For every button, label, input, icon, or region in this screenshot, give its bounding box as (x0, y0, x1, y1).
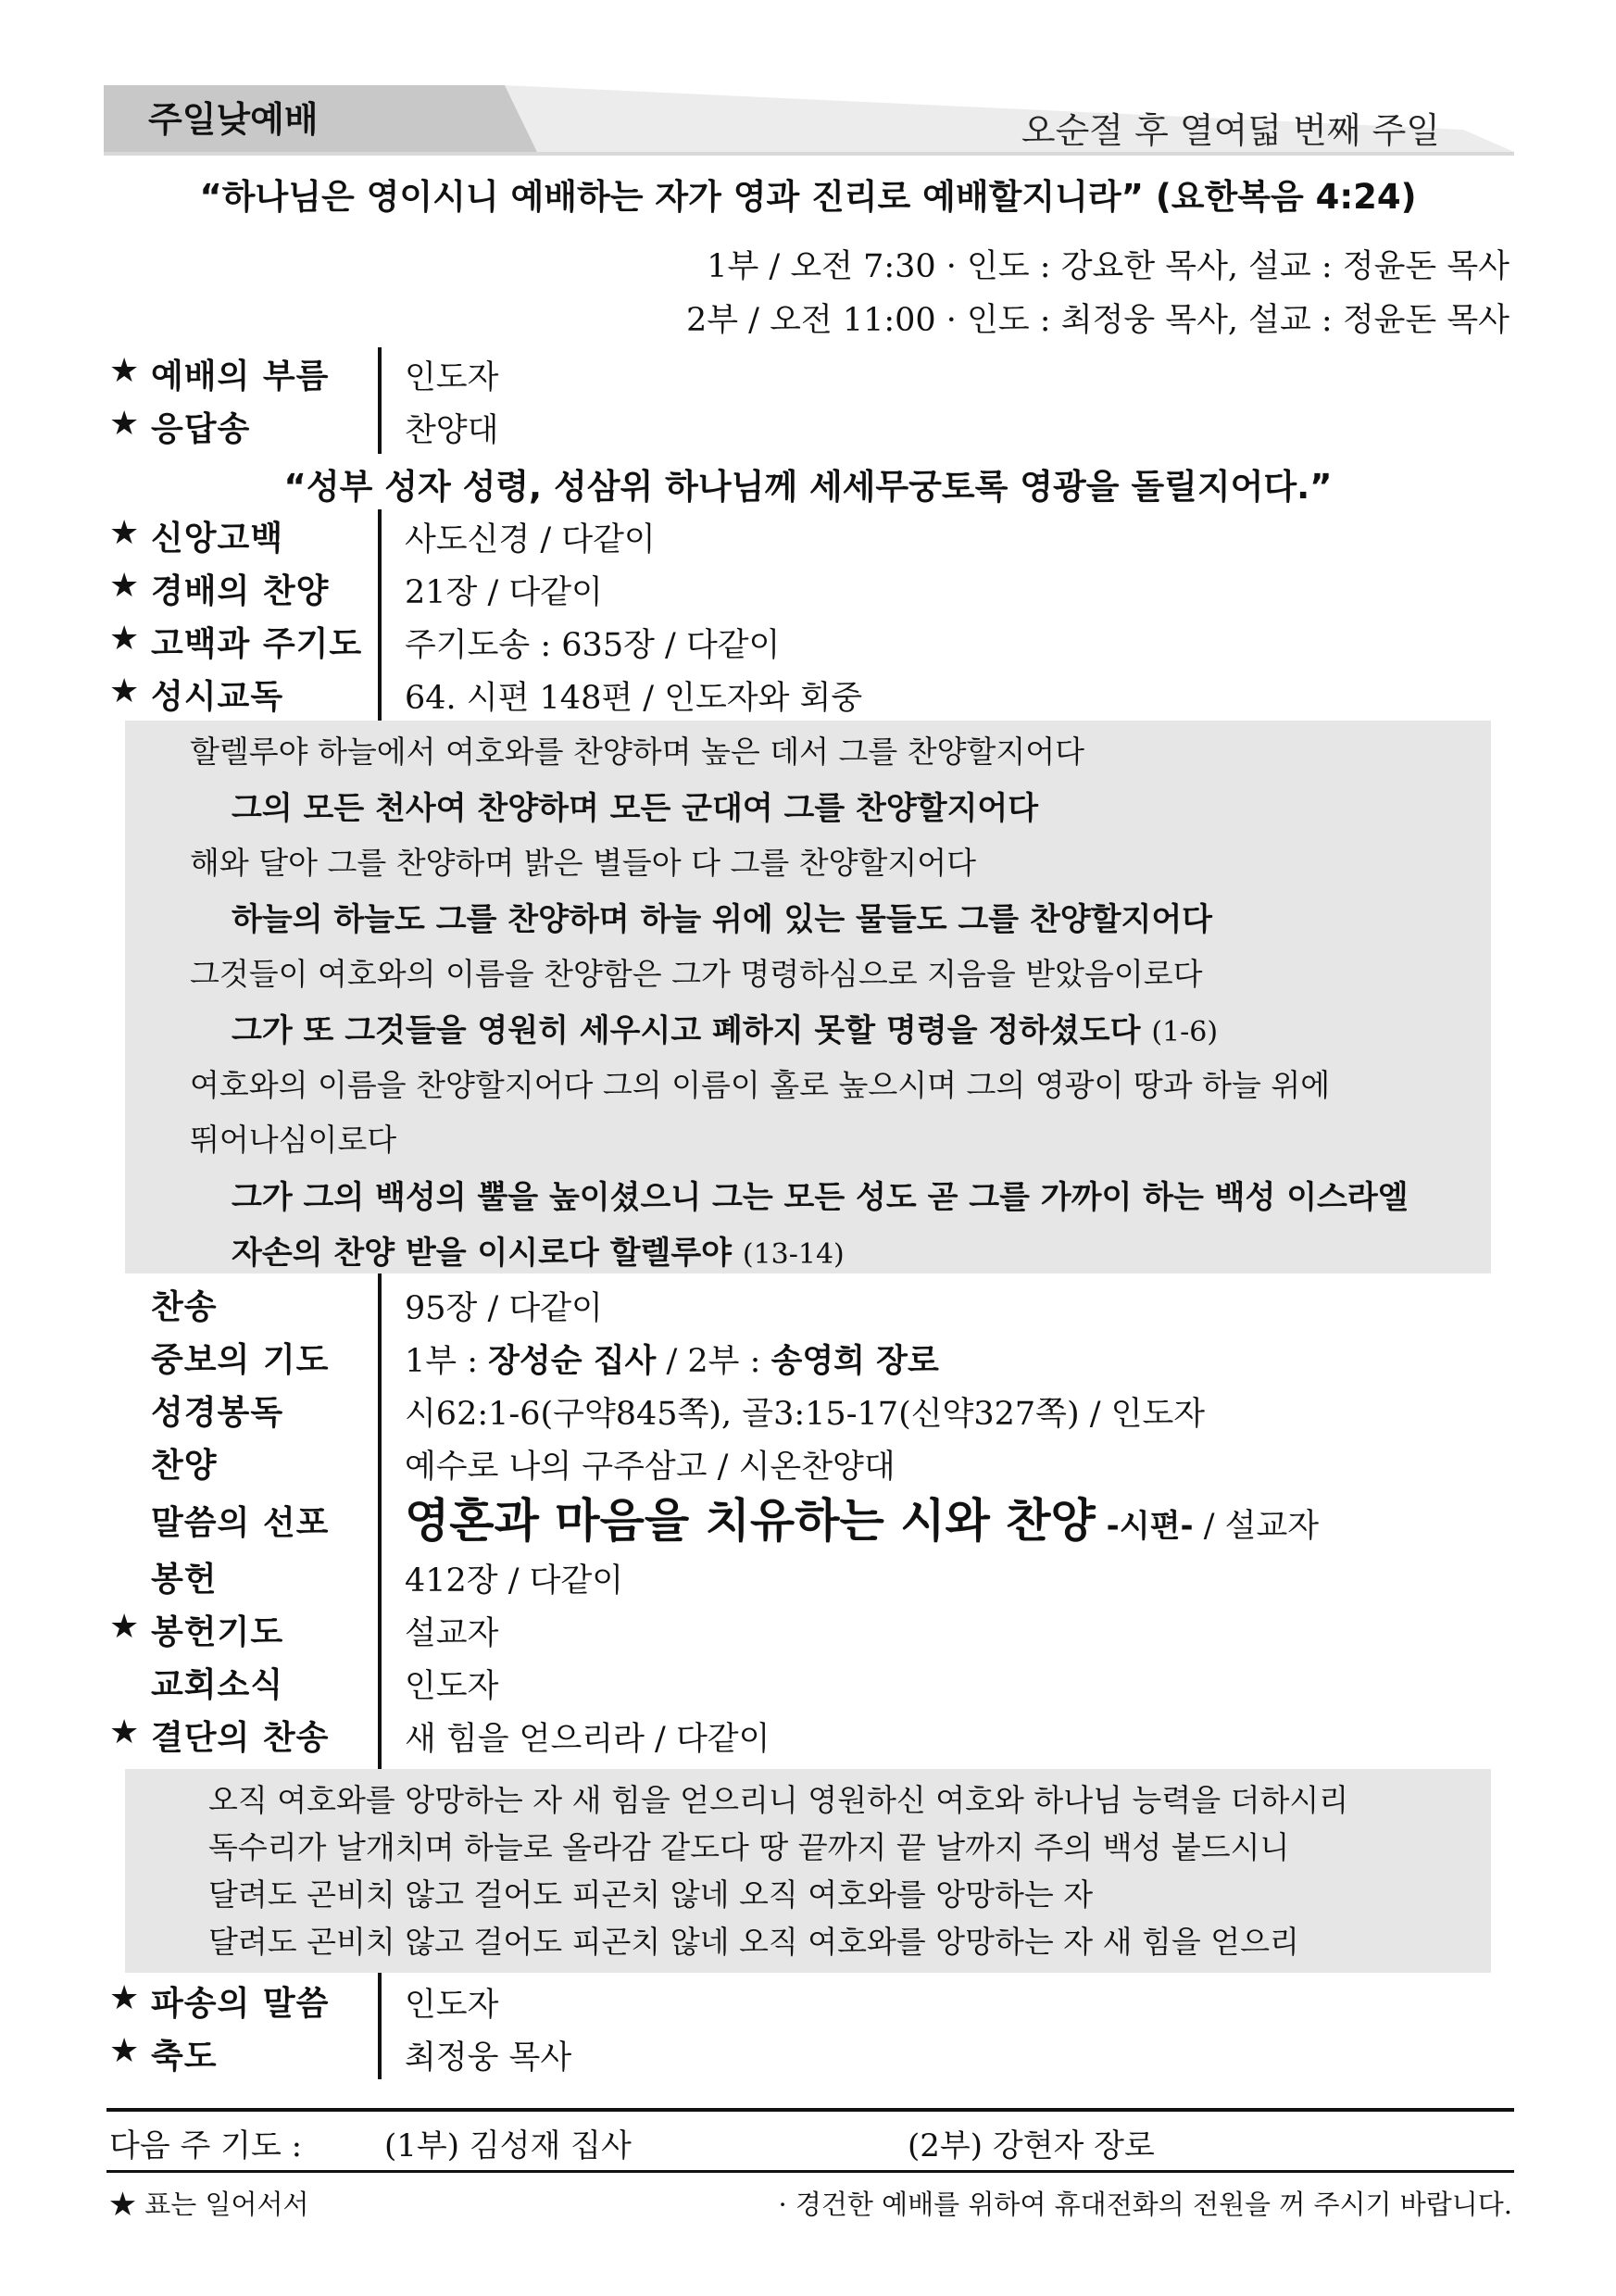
order-value: 설교자 (405, 1615, 499, 1652)
star-icon: ★ (109, 2032, 140, 2070)
order-value: 시62:1-6(구약845쪽), 골3:15-17(신약327쪽) / 인도자 (405, 1396, 1206, 1433)
star-icon: ★ (109, 1713, 140, 1751)
order-value: 64. 시편 148편 / 인도자와 회중 (405, 680, 863, 717)
order-value: 인도자 (405, 1668, 499, 1705)
star-icon: ★ (109, 620, 140, 658)
divider-bar (378, 509, 382, 721)
order-value: 예수로 나의 구주삼고 / 시온찬양대 (405, 1449, 896, 1486)
reading-people-line: 하늘의 하늘도 그를 찬양하며 하늘 위에 있는 물들도 그를 찬양할지어다 (232, 901, 1213, 938)
order-value: 찬양대 (405, 412, 499, 449)
star-icon: ★ (109, 1608, 140, 1646)
reading-people-line: 그가 그의 백성의 뿔을 높이셨으니 그는 모든 성도 곧 그를 가까이 하는 백성 이스라엘 (232, 1179, 1409, 1216)
order-label: 파송의 말씀 (151, 1985, 330, 2023)
order-value: 412장 / 다같이 (405, 1562, 624, 1600)
star-icon: ★ (109, 672, 140, 710)
prayer-name-2: 송영희 장로 (770, 1343, 939, 1380)
lyric-line: 달려도 곤비치 않고 걸어도 피곤치 않네 오직 여호와를 앙망하는 자 새 힘을 얻으리 (208, 1924, 1299, 1960)
prayer-part-2: / 2부 : (656, 1343, 771, 1380)
prayer-name-1: 장성순 집사 (488, 1343, 657, 1380)
reading-leader-line: 뛰어나심이로다 (190, 1122, 397, 1158)
order-label: 봉헌 (151, 1561, 218, 1599)
sermon-book: -시편- (1095, 1508, 1194, 1545)
next-week-prayer-2: (2부) 강현자 장로 (908, 2127, 1155, 2164)
order-label: 찬송 (151, 1288, 218, 1326)
order-value: 주기도송 : 635장 / 다같이 (405, 627, 781, 664)
order-value: 21장 / 다같이 (405, 574, 603, 611)
star-icon: ★ (109, 514, 140, 552)
reading-leader-line: 할렐루야 하늘에서 여호와를 찬양하며 높은 데서 그를 찬양할지어다 (190, 734, 1085, 770)
footer-divider (106, 2108, 1514, 2112)
order-label: 축도 (151, 2038, 218, 2076)
order-label: 봉헌기도 (151, 1613, 284, 1651)
star-icon: ★ (109, 567, 140, 605)
star-icon: ★ (109, 352, 140, 390)
reading-leader-line: 해와 달아 그를 찬양하며 밝은 별들아 다 그를 찬양할지어다 (190, 845, 976, 881)
section-title: 주일낮예배 (148, 99, 319, 140)
stand-note: ★ 표는 일어서서 (109, 2189, 309, 2220)
divider-bar (378, 347, 382, 454)
order-value: 95장 / 다같이 (405, 1290, 603, 1327)
verse-ref: (13-14) (742, 1238, 845, 1271)
order-label: 말씀의 선포 (151, 1504, 330, 1542)
order-value: 새 힘을 얻으리라 / 다같이 (405, 1721, 770, 1758)
gloria-patri: “성부 성자 성령, 성삼위 하나님께 세세무궁토록 영광을 돌릴지어다.” (283, 467, 1333, 507)
order-label: 결단의 찬송 (151, 1719, 330, 1757)
order-label: 고백과 주기도 (151, 625, 363, 663)
prayer-part-1: 1부 : (405, 1343, 489, 1380)
reading-leader-line: 그것들이 여호와의 이름을 찬양함은 그가 명령하심으로 지음을 받았음이로다 (190, 956, 1203, 992)
order-value (405, 1336, 939, 1382)
reading-people-line (232, 1005, 1218, 1050)
order-label: 중보의 기도 (151, 1341, 330, 1379)
order-value: 인도자 (405, 1987, 499, 2024)
order-label: 교회소식 (151, 1666, 284, 1704)
order-label: 경배의 찬양 (151, 572, 330, 610)
reading-text: 자손의 찬양 받을 이시로다 할렐루야 (232, 1235, 733, 1272)
service-time-1: 1부 / 오전 7:30 · 인도 : 강요한 목사, 설교 : 정윤돈 목사 (707, 248, 1510, 285)
order-label: 신앙고백 (151, 520, 284, 558)
lyric-line: 오직 여호와를 앙망하는 자 새 힘을 얻으리니 영원하신 여호와 하나님 능력을 더하시리 (208, 1782, 1349, 1818)
sermon-main: 영혼과 마음을 치유하는 시와 찬양 (405, 1494, 1096, 1548)
next-week-label: 다음 주 기도 : (109, 2127, 303, 2164)
lyric-line: 독수리가 날개치며 하늘로 올라감 같도다 땅 끝까지 끝 날까지 주의 백성 붙드시니 (208, 1829, 1290, 1865)
divider-bar (378, 1273, 382, 1769)
sermon-preacher: / 설교자 (1193, 1508, 1320, 1545)
order-label: 성경봉독 (151, 1394, 284, 1432)
reading-people-line: 그의 모든 천사여 찬양하며 모든 군대여 그를 찬양할지어다 (232, 790, 1039, 827)
theme-verse: “하나님은 영이시니 예배하는 자가 영과 진리로 예배할지니라” (요한복음 4:24) (199, 177, 1417, 217)
phone-note: · 경건한 예배를 위하여 휴대전화의 전원을 꺼 주시기 바랍니다. (778, 2189, 1512, 2220)
sermon-title (405, 1484, 1319, 1550)
reading-text: 그가 또 그것들을 영원히 세우시고 폐하지 못할 명령을 정하셨도다 (232, 1012, 1141, 1049)
star-icon: ★ (109, 405, 140, 443)
reading-people-line (232, 1227, 845, 1273)
sunday-subtitle: 오순절 후 열여덟 번째 주일 (1021, 110, 1440, 151)
footer-divider (106, 2170, 1514, 2173)
next-week-prayer-1: (1부) 김성재 집사 (384, 2127, 632, 2164)
lyric-line: 달려도 곤비치 않고 걸어도 피곤치 않네 오직 여호와를 앙망하는 자 (208, 1876, 1094, 1913)
order-value: 최정웅 목사 (405, 2039, 572, 2076)
divider-bar (378, 1973, 382, 2079)
order-label: 응답송 (151, 410, 251, 448)
order-value: 사도신경 / 다같이 (405, 521, 656, 558)
order-label: 예배의 부름 (151, 358, 330, 395)
order-label: 찬양 (151, 1447, 218, 1485)
verse-ref: (1-6) (1151, 1016, 1219, 1048)
order-value: 인도자 (405, 359, 499, 396)
service-time-2: 2부 / 오전 11:00 · 인도 : 최정웅 목사, 설교 : 정윤돈 목사 (685, 302, 1510, 339)
reading-leader-line: 여호와의 이름을 찬양할지어다 그의 이름이 홀로 높으시며 그의 영광이 땅과 하늘 위에 (190, 1067, 1331, 1103)
order-label: 성시교독 (151, 678, 284, 716)
star-icon: ★ (109, 1979, 140, 2017)
